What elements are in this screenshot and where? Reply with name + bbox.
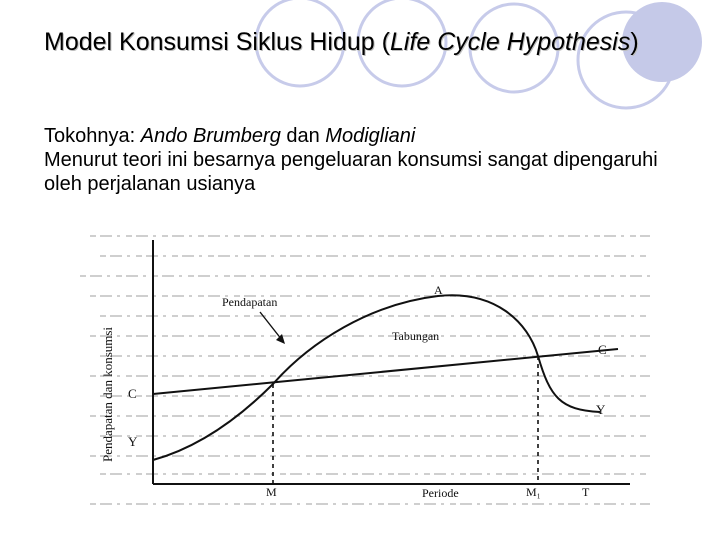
point-y-left-label: Y bbox=[128, 434, 138, 449]
x-axis-label: Periode bbox=[422, 486, 459, 500]
decorative-circles bbox=[0, 0, 720, 130]
body-text bbox=[44, 124, 694, 196]
tick-t-label: T bbox=[582, 485, 590, 499]
slide-title bbox=[44, 26, 684, 59]
point-c-left-label: C bbox=[128, 386, 137, 401]
diagram-svg bbox=[70, 222, 660, 522]
saving-label: Tabungan bbox=[392, 329, 440, 343]
tick-m1-label: M₁ bbox=[526, 485, 541, 499]
income-label: Pendapatan bbox=[222, 295, 278, 309]
theory-description: Menurut teori ini besarnya pengeluaran konsumsi sangat dipengaruhi oleh perjalanan usianya bbox=[44, 149, 658, 195]
authors-prefix: Tokohnya: bbox=[44, 125, 141, 147]
title-text-1: Model Konsumsi Siklus Hidup ( bbox=[44, 28, 390, 56]
title-italic-text: Life Cycle Hypothesis bbox=[389, 28, 631, 56]
point-y-right-label: Y bbox=[596, 402, 606, 417]
author-1: Ando Brumberg bbox=[140, 125, 281, 147]
point-a-label: A bbox=[434, 283, 443, 297]
authors-line bbox=[44, 124, 694, 148]
point-c-right-label: C bbox=[598, 342, 607, 357]
authors-connector: dan bbox=[280, 125, 326, 147]
title-text-2: ) bbox=[630, 28, 639, 56]
author-2: Modigliani bbox=[325, 125, 416, 147]
scan-noise bbox=[80, 236, 650, 504]
tick-m-label: M bbox=[266, 485, 277, 499]
y-axis-label: Pendapatan dan konsumsi bbox=[100, 326, 115, 462]
life-cycle-diagram bbox=[70, 222, 660, 522]
